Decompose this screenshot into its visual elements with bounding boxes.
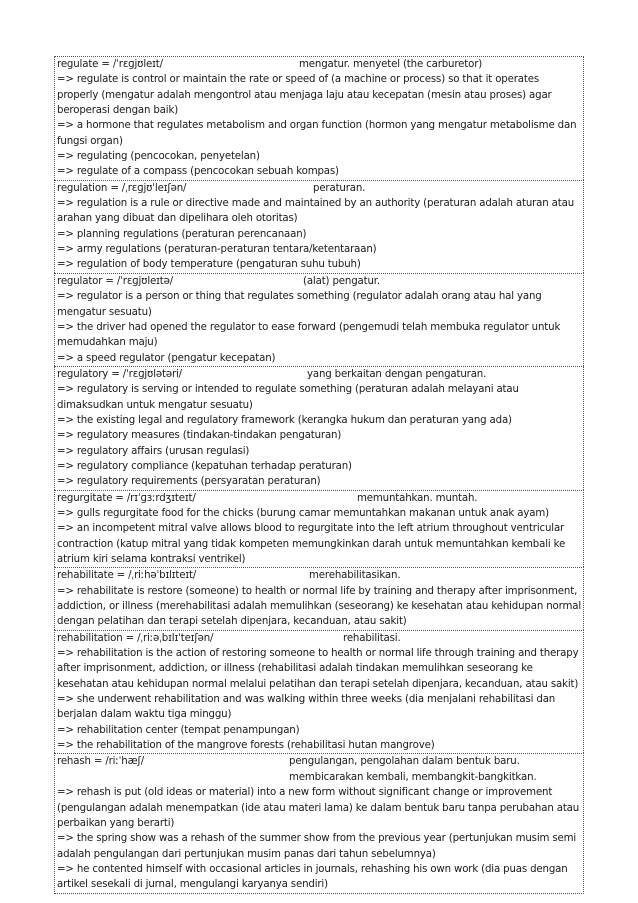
example-line: => regulating (pencocokan, penyetelan) bbox=[57, 151, 260, 163]
dictionary-entry bbox=[54, 630, 584, 754]
headword: regulation = /ˌrɛɡjʊˈleɪʃən/ bbox=[57, 182, 187, 194]
headword: rehabilitation = /ˌriːəˌbɪlɪˈteɪʃən/ bbox=[57, 632, 214, 644]
example-line: => the spring show was a rehash of the summer show from the previous year (pertunjukan musim semi adalah pengulangan dari pertunjukan musim panas dari tahun sebelumnya) bbox=[57, 833, 577, 860]
example-line: => rehabilitation center (tempat penampungan) bbox=[57, 724, 300, 736]
dictionary-entry bbox=[54, 567, 584, 629]
example-line: => planning regulations (peraturan perencanaan) bbox=[57, 228, 307, 240]
example-line: => regulation is a rule or directive made and maintained by an authority (peraturan adalah aturan atau arahan yang dibuat dan dipelihara oleh otoritas) bbox=[57, 198, 575, 225]
example-line: => rehash is put (old ideas or material) into a new form without significant change or improvement (pengulangan adalah menempatkan (ide atau materi lama) ke dalam bentuk baru tanpa perubahan atau perbaikan yang berarti) bbox=[57, 787, 580, 829]
headword-meaning: mengatur. menyetel (the carburetor) bbox=[299, 59, 483, 70]
document-page bbox=[54, 56, 584, 894]
headword-meaning: memuntahkan. muntah. bbox=[357, 492, 478, 504]
example-line: => regulation of body temperature (pengaturan suhu tubuh) bbox=[57, 259, 361, 271]
headword-meaning: merehabilitasikan. bbox=[309, 570, 401, 582]
example-line: => regulatory measures (tindakan-tindakan pengaturan) bbox=[57, 430, 342, 442]
example-line: => regulatory is serving or intended to regulate something (peraturan adalah melayani atau dimaksudkan untuk mengatur sesuatu) bbox=[57, 384, 519, 411]
dictionary-entry bbox=[54, 753, 584, 893]
dictionary-entry bbox=[54, 366, 584, 490]
example-line: => regulatory requirements (persyaratan peraturan) bbox=[57, 476, 321, 488]
example-line: => the rehabilitation of the mangrove forests (rehabilitasi hutan mangrove) bbox=[57, 740, 435, 752]
headword-meaning: pengulangan, pengolahan dalam bentuk baru. membicarakan kembali, membangkit-bangkitkan. bbox=[289, 756, 537, 783]
example-line: => an incompetent mitral valve allows blood to regurgitate into the left atrium throughout ventricular contraction (katup mitral yang tidak kompeten memungkinkan darah untuk memuntahkan kembali ke atrium kiri selama kontraksi ventrikel) bbox=[57, 523, 566, 565]
example-line: => rehabilitation is the action of restoring someone to health or normal life through training and therapy after imprisonment, addiction, or illness (rehabilitasi adalah tindakan memulihkan seseorang ke kesehatan atau kehidupan normal melalui pelatihan dan terapi setelah dipenjara, kecanduan, atau sakit) bbox=[57, 648, 579, 690]
headword-meaning: yang berkaitan dengan pengaturan. bbox=[307, 368, 487, 380]
headword-meaning: rehabilitasi. bbox=[343, 632, 401, 644]
dictionary-entry bbox=[54, 273, 584, 366]
dictionary-entry bbox=[54, 490, 584, 568]
example-line: => a hormone that regulates metabolism and organ function (hormon yang mengatur metabolisme dan fungsi organ) bbox=[57, 120, 577, 147]
example-line: => regulator is a person or thing that regulates something (regulator adalah orang atau hal yang mengatur sesuatu) bbox=[57, 291, 542, 318]
headword: regulatory = /ˈrɛɡjʊlətəri/ bbox=[57, 368, 182, 380]
example-line: => the existing legal and regulatory framework (kerangka hukum dan peraturan yang ada) bbox=[57, 414, 512, 426]
example-line: => regulatory compliance (kepatuhan terhadap peraturan) bbox=[57, 460, 352, 472]
example-line: => army regulations (peraturan-peraturan tentara/ketentaraan) bbox=[57, 244, 377, 256]
example-line: => rehabilitate is restore (someone) to health or normal life by training and therapy after imprisonment, addiction, or illness (merehabilitasi adalah memulihkan (seseorang) ke kesehatan atau kehidupan normal dengan pelatihan dan terapi setelah dipenjara, kecanduan, atau sakit) bbox=[57, 585, 582, 628]
example-line: => the driver had opened the regulator to ease forward (pengemudi telah membuka regulator untuk memudahkan maju) bbox=[57, 321, 561, 349]
example-line: => she underwent rehabilitation and was walking within three weeks (dia menjalani rehabilitasi dan berjalan dalam waktu tiga minggu) bbox=[57, 694, 556, 721]
example-line: => regulate is control or maintain the rate or speed of (a machine or process) so that it operates properly (mengatur adalah mengontrol atau menjaga laju atau kecepatan (mesin atau proses) agar beroperasi dengan baik) bbox=[57, 74, 552, 117]
dictionary-entry bbox=[54, 56, 584, 180]
example-line: => he contented himself with occasional articles in journals, rehashing his own work (dia puas dengan artikel sesekali di jurnal, mengulangi karyanya sendiri) bbox=[57, 863, 568, 891]
headword-meaning: peraturan. bbox=[313, 182, 366, 194]
headword: regulator = /ˈrɛɡjʊleɪtə/ bbox=[57, 275, 174, 287]
example-line: => regulate of a compass (pencocokan sebuah kompas) bbox=[57, 166, 339, 178]
dictionary-entry bbox=[54, 180, 584, 273]
example-line: => a speed regulator (pengatur kecepatan) bbox=[57, 352, 276, 364]
example-line: => gulls regurgitate food for the chicks (burung camar memuntahkan makanan untuk anak ayam) bbox=[57, 507, 549, 519]
example-line: => regulatory affairs (urusan regulasi) bbox=[57, 445, 250, 457]
headword-meaning: (alat) pengatur. bbox=[303, 275, 380, 287]
headword: regulate = /ˈrɛɡjʊleɪt/ bbox=[57, 59, 163, 70]
headword: regurgitate = /rɪˈɡɜːrdʒɪteɪt/ bbox=[57, 492, 196, 504]
headword: rehash = /riːˈhæʃ/ bbox=[57, 756, 145, 768]
headword: rehabilitate = /ˌriːhəˈbɪlɪteɪt/ bbox=[57, 570, 197, 582]
